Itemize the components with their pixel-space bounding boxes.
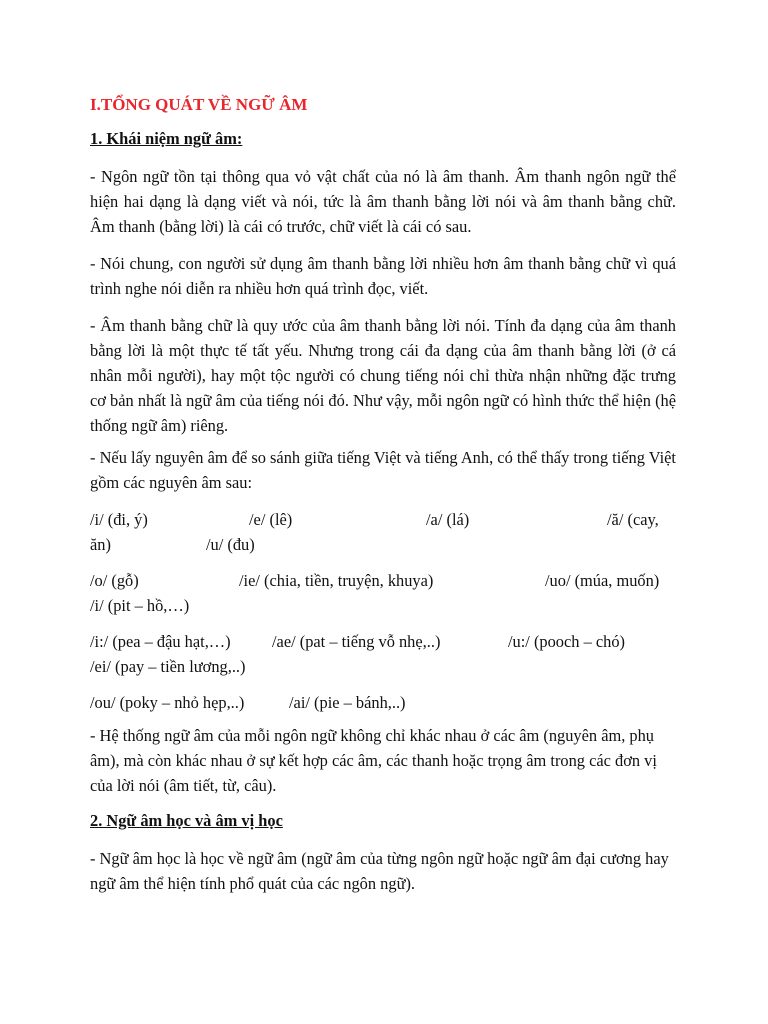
vowel-item: /ai/ (pie – bánh,..) — [289, 693, 406, 712]
paragraph: - Nếu lấy nguyên âm để so sánh giữa tiếng Việt và tiếng Anh, có thể thấy trong tiếng Việt gồm các nguyên âm sau: — [90, 448, 676, 492]
vowel-row — [90, 654, 676, 679]
document-title: I.TỔNG QUÁT VỀ NGỮ ÂM — [90, 95, 308, 114]
vowel-item: /ou/ (poky – nhỏ hẹp,..) — [90, 693, 245, 712]
vowel-item: /uo/ (múa, muốn) — [545, 571, 660, 590]
vowel-item: /ae/ (pat – tiếng vỗ nhẹ,..) — [272, 632, 441, 651]
vowel-item: /e/ (lê) — [249, 510, 293, 529]
vowel-row — [90, 593, 676, 618]
paragraph: - Ngôn ngữ tồn tại thông qua vỏ vật chất của nó là âm thanh. Âm thanh ngôn ngữ thể hiện hai dạng là dạng viết và nói, tức là âm thanh bằng lời nói và âm thanh bằng chữ. Âm thanh (bằng lời) là cái có trước, chữ viết là cái có sau. — [90, 167, 676, 236]
vowel-item: /i/ (pit – hồ,…) — [90, 596, 190, 615]
vowel-list — [90, 507, 676, 715]
paragraph: - Hệ thống ngữ âm của mỗi ngôn ngữ không chỉ khác nhau ở các âm (nguyên âm, phụ âm), mà còn khác nhau ở sự kết hợp các âm, các thanh hoặc trọng âm trong các đơn vị của lời nói (âm tiết, từ, câu). — [90, 726, 657, 795]
vowel-item: /u:/ (pooch – chó) — [508, 632, 625, 651]
vowel-row — [90, 568, 676, 593]
section-1-heading: 1. Khái niệm ngữ âm: — [90, 129, 243, 148]
paragraph: - Nói chung, con người sử dụng âm thanh bằng lời nhiều hơn âm thanh bằng chữ vì quá trình nghe nói diễn ra nhiều hơn quá trình đọc, viết. — [90, 254, 676, 298]
vowel-item: /ie/ (chia, tiền, truyện, khuya) — [239, 571, 434, 590]
vowel-item: /i:/ (pea – đậu hạt,…) — [90, 632, 231, 651]
section-2-heading: 2. Ngữ âm học và âm vị học — [90, 811, 283, 830]
vowel-row — [90, 532, 676, 557]
paragraph: - Ngữ âm học là học về ngữ âm (ngữ âm của từng ngôn ngữ hoặc ngữ âm đại cương hay ngữ âm thể hiện tính phổ quát của các ngôn ngữ). — [90, 849, 669, 893]
paragraph: - Âm thanh bằng chữ là quy ước của âm thanh bằng lời nói. Tính đa dạng của âm thanh bằng lời là một thực tế tất yếu. Nhưng trong cái đa dạng của âm thanh bằng lời (ở cá nhân mỗi người), hay một tộc người có chung tiếng nói chỉ thừa nhận những đặc trưng cơ bản nhất là ngữ âm của tiếng nói đó. Như vậy, mỗi ngôn ngữ có hình thức thể hiện (hệ thống ngữ âm) riêng. — [90, 316, 676, 435]
vowel-item: /o/ (gỗ) — [90, 571, 139, 590]
vowel-item: /u/ (đu) — [206, 535, 255, 554]
vowel-item: /a/ (lá) — [426, 510, 470, 529]
vowel-item: /ă/ (cay, — [607, 510, 659, 529]
vowel-row — [90, 507, 676, 532]
vowel-row — [90, 690, 676, 715]
vowel-row — [90, 629, 676, 654]
vowel-item: ăn) — [90, 535, 111, 554]
vowel-item: /ei/ (pay – tiền lương,..) — [90, 657, 246, 676]
vowel-item: /i/ (đi, ý) — [90, 510, 148, 529]
